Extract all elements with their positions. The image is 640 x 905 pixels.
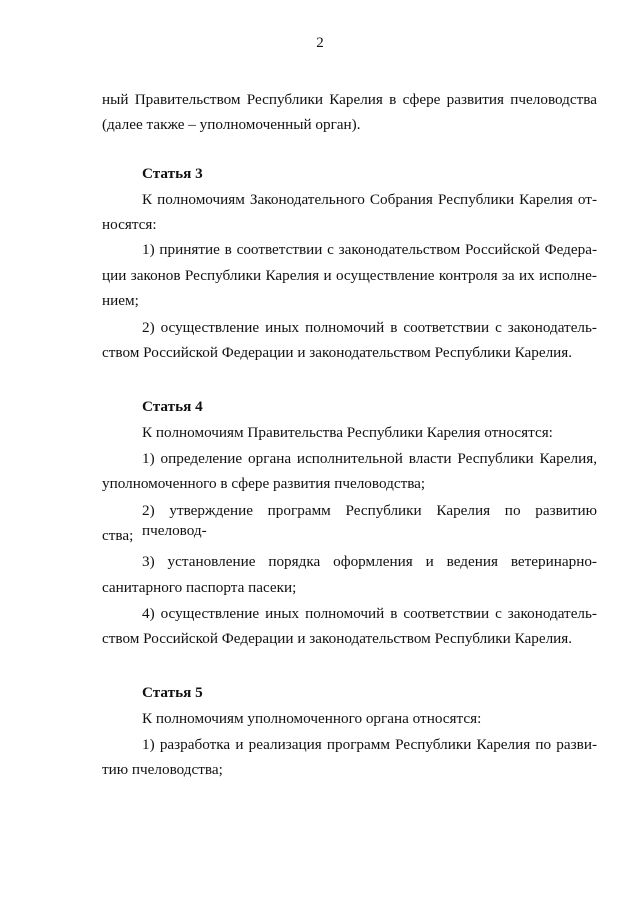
text-line: 1) принятие в соответствии с законодательством Российской Федера- [142, 241, 597, 258]
text-line: ный Правительством Республики Карелия в сфере развития пчеловодства [102, 91, 597, 108]
text-line: ства; [102, 527, 134, 544]
text-line: уполномоченного в сфере развития пчеловодства; [102, 475, 426, 492]
text-line: ции законов Республики Карелия и осуществление контроля за их исполне- [102, 267, 597, 284]
text-line: 4) осуществление иных полномочий в соответствии с законодатель- [142, 605, 597, 622]
article-5-heading: Статья 5 [142, 684, 203, 701]
text-line: К полномочиям Правительства Республики Карелия относятся: [142, 424, 553, 441]
text-line: ством Российской Федерации и законодательством Республики Карелия. [102, 344, 573, 361]
text-line: К полномочиям уполномоченного органа относятся: [142, 710, 482, 727]
text-line: носятся: [102, 216, 157, 233]
text-line: 2) осуществление иных полномочий в соответствии с законодатель- [142, 319, 597, 336]
text-line: санитарного паспорта пасеки; [102, 579, 297, 596]
page-number: 2 [316, 35, 324, 51]
text-line: 2) утверждение программ Республики Карелия по развитию пчеловод- [142, 502, 597, 539]
article-4-heading: Статья 4 [142, 398, 203, 415]
text-line: 3) установление порядка оформления и ведения ветеринарно- [142, 553, 597, 570]
article-3-heading: Статья 3 [142, 165, 203, 182]
text-line: тию пчеловодства; [102, 761, 223, 778]
text-line: (далее также – уполномоченный орган). [102, 116, 361, 133]
text-line: 1) определение органа исполнительной власти Республики Карелия, [142, 450, 597, 467]
text-line: нием; [102, 292, 139, 309]
text-line: К полномочиям Законодательного Собрания Республики Карелия от- [142, 191, 597, 208]
text-line: 1) разработка и реализация программ Республики Карелия по разви- [142, 736, 597, 753]
text-line: ством Российской Федерации и законодательством Республики Карелия. [102, 630, 573, 647]
